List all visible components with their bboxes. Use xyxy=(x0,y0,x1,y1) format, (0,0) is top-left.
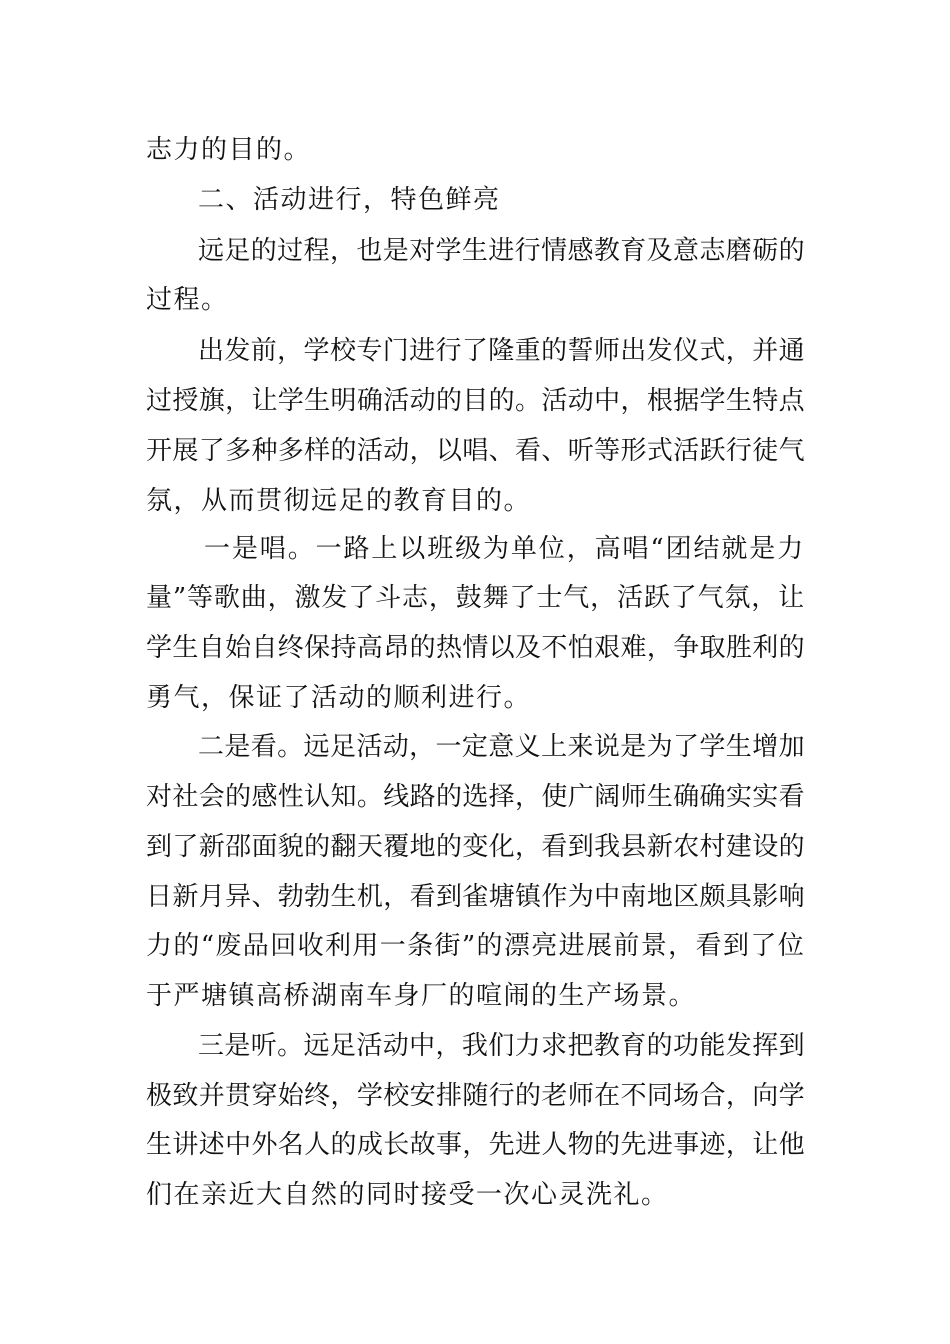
text-line: 于严塘镇高桥湖南车身厂的喧闹的生产场景。 xyxy=(146,981,697,1011)
text-line: 对社会的感性认知。线路的选择，使广阔师生确确实实看 xyxy=(146,782,806,812)
text-line: 力的“废品回收利用一条街”的漂亮进展前景，看到了位 xyxy=(146,931,806,961)
text-line: 们在亲近大自然的同时接受一次心灵洗礼。 xyxy=(146,1180,669,1210)
text-line: 生讲述中外名人的成长故事，先进人物的先进事迹，让他 xyxy=(146,1130,806,1160)
text-line: 开展了多种多样的活动，以唱、看、听等形式活跃行徒气 xyxy=(146,436,806,466)
text-line: 一是唱。一路上以班级为单位，高唱“团结就是力 xyxy=(204,534,806,564)
text-line: 二是看。远足活动，一定意义上来说是为了学生增加 xyxy=(198,732,805,762)
text-line: 到了新邵面貌的翻天覆地的变化，看到我县新农村建设的 xyxy=(146,832,806,862)
text-line: 勇气，保证了活动的顺利进行。 xyxy=(146,683,532,713)
text-line: 过授旗，让学生明确活动的目的。活动中，根据学生特点 xyxy=(146,386,806,416)
section-heading: 二、活动进行，特色鲜亮 xyxy=(198,185,501,215)
text-line: 志力的目的。 xyxy=(146,135,312,165)
text-line: 出发前，学校专门进行了隆重的誓师出发仪式，并通 xyxy=(198,336,805,366)
text-line: 量”等歌曲，激发了斗志，鼓舞了士气，活跃了气氛，让 xyxy=(146,583,806,613)
text-line: 氛，从而贯彻远足的教育目的。 xyxy=(146,486,532,516)
text-line: 远足的过程，也是对学生进行情感教育及意志磨砺的 xyxy=(198,236,805,266)
text-line: 三是听。远足活动中，我们力求把教育的功能发挥到 xyxy=(198,1031,805,1061)
text-line: 学生自始自终保持高昂的热情以及不怕艰难，争取胜利的 xyxy=(146,633,806,663)
text-line: 日新月异、勃勃生机，看到雀塘镇作为中南地区颇具影响 xyxy=(146,882,806,912)
text-line: 过程。 xyxy=(146,285,229,315)
text-line: 极致并贯穿始终，学校安排随行的老师在不同场合，向学 xyxy=(146,1081,806,1111)
